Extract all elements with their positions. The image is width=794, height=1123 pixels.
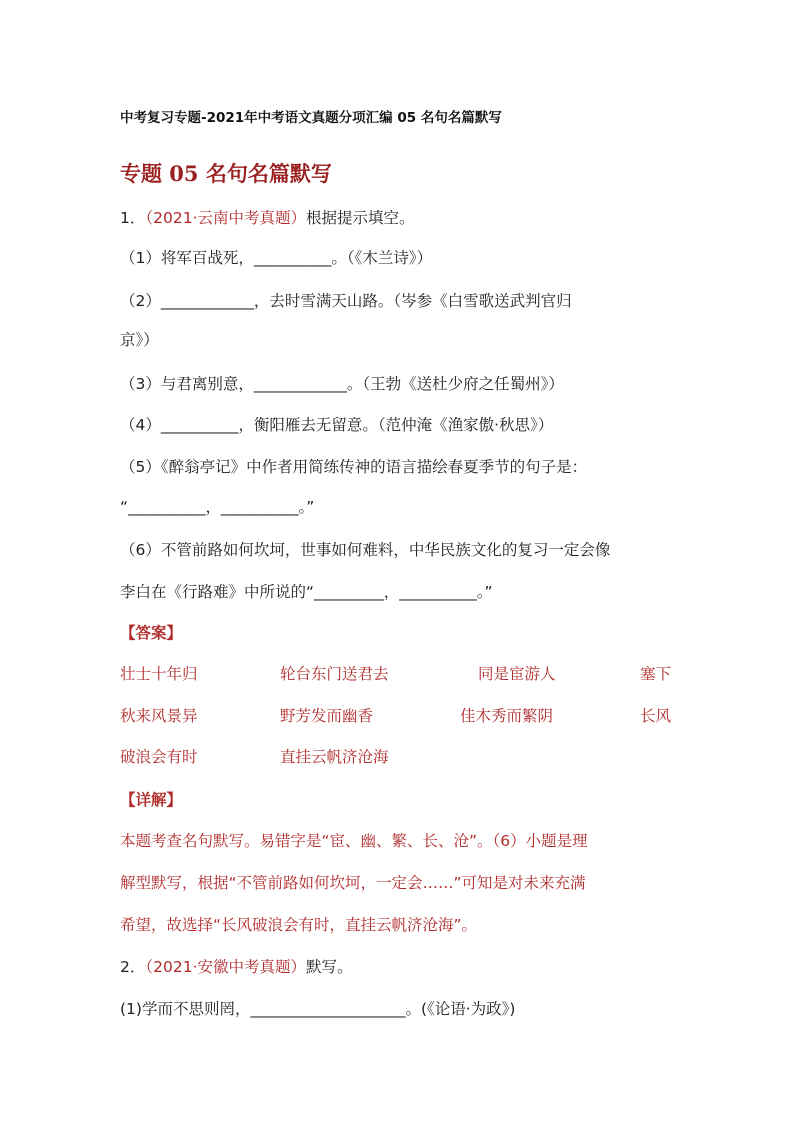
answer-cell: 塞下	[640, 665, 672, 683]
question-1-item: （2）____________，去时雪满天山路。（岑参《白雪歌送武判官归	[120, 292, 572, 310]
question-1-item: 京》）	[120, 331, 159, 349]
answer-cell: 野芳发而幽香	[280, 707, 374, 725]
question-number: 2．	[120, 958, 146, 976]
answer-cell: 壮士十年归	[120, 665, 198, 683]
answer-cell: 秋来风景异	[120, 707, 198, 725]
question-source: （2021·云南中考真题）	[145, 209, 306, 227]
explain-tag: 【详解】	[120, 791, 183, 809]
question-source: （2021·安徽中考真题）	[145, 958, 306, 976]
answer-cell: 同是宦游人	[478, 665, 556, 683]
question-1-item: （6）不管前路如何坎坷，世事如何难料，中华民族文化的复习一定会像	[120, 541, 611, 559]
question-1-item: （1）将军百战死，__________。（《木兰诗》）	[120, 249, 433, 267]
answer-cell: 轮台东门送君去	[280, 665, 389, 683]
question-number: 1．	[120, 209, 146, 227]
question-1-item: （5）《醉翁亭记》中作者用简练传神的语言描绘春夏季节的句子是：	[120, 458, 588, 476]
question-1-item: （3）与君离别意，____________。（王勃《送杜少府之任蜀州》）	[120, 375, 564, 393]
question-instruction: 默写。	[306, 958, 353, 976]
topic-title: 专题 05 名句名篇默写	[120, 161, 332, 186]
explain-line: 解型默写，根据“不管前路如何坎坷，一定会……”可知是对未来充满	[120, 874, 586, 892]
explain-line: 本题考查名句默写。易错字是“宦、幽、繁、长、沧”。（6）小题是理	[120, 832, 588, 850]
question-2-stem	[120, 955, 353, 977]
question-1-item: 李白在《行路难》中所说的“_________，__________。”	[120, 583, 493, 601]
question-1-item: “__________，__________。”	[120, 498, 315, 516]
answer-cell: 直挂云帆济沧海	[280, 748, 389, 766]
answer-tag: 【答案】	[120, 624, 183, 642]
question-1-stem	[120, 206, 415, 228]
answer-cell: 破浪会有时	[120, 748, 198, 766]
answer-cell: 佳木秀而繁阴	[460, 707, 554, 725]
explain-line: 希望，故选择“长风破浪会有时，直挂云帆济沧海”。	[120, 916, 478, 934]
answer-cell: 长风	[640, 707, 672, 725]
question-1-item: （4）__________，衡阳雁去无留意。（范仲淹《渔家傲·秋思》）	[120, 416, 554, 434]
question-instruction: 根据提示填空。	[306, 209, 415, 227]
page-header: 中考复习专题-2021年中考语文真题分项汇编 05 名句名篇默写	[120, 110, 502, 126]
question-2-item: (1)学而不思则罔，____________________。(《论语·为政》)	[120, 1000, 516, 1018]
